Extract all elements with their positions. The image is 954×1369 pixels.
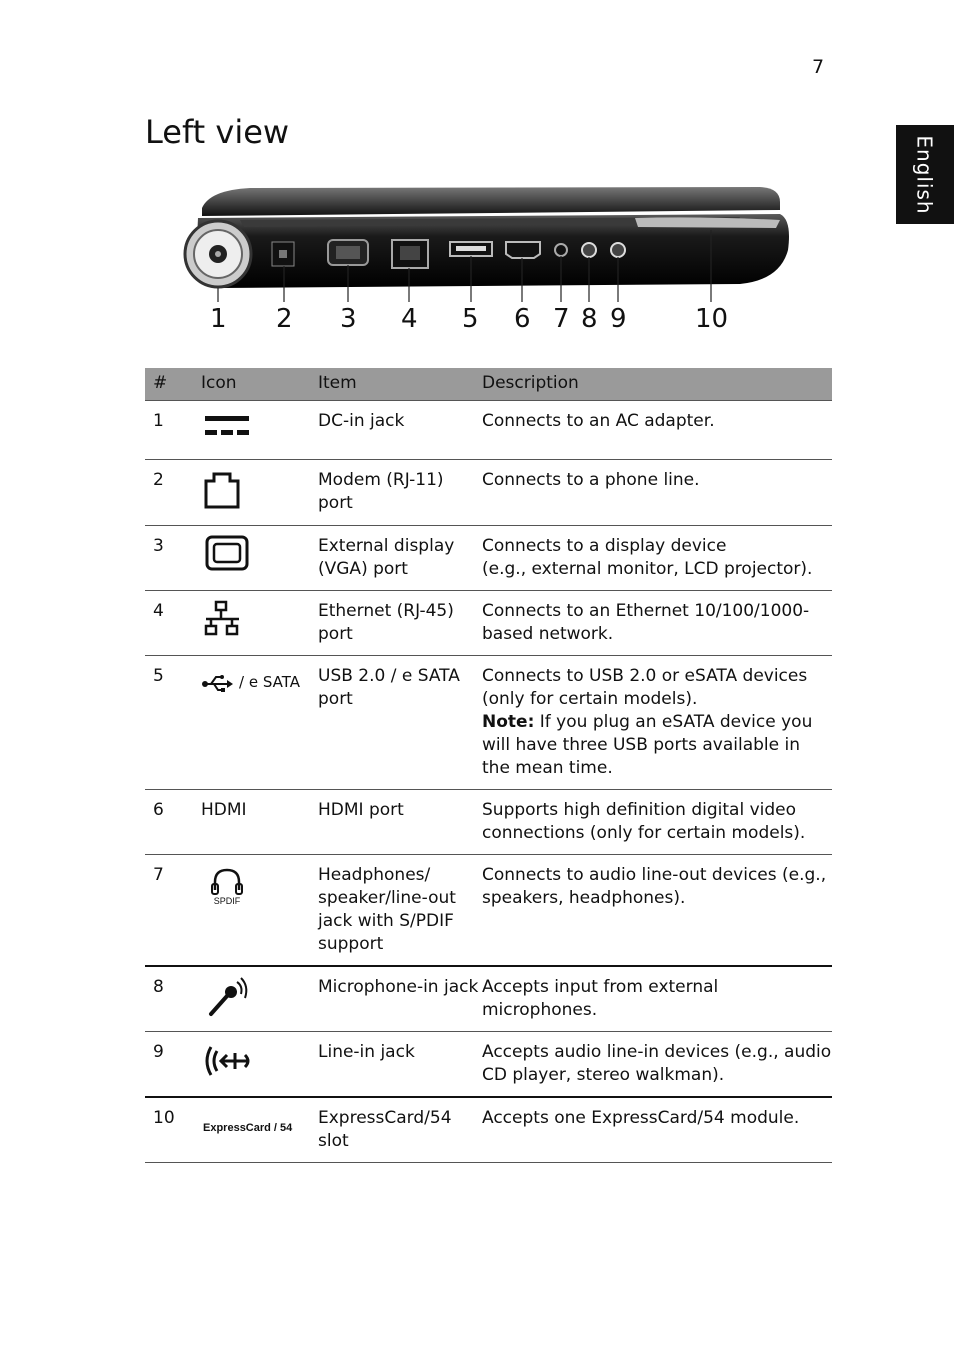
- row-item: Line-in jack: [318, 1032, 482, 1098]
- table-header-row: [145, 368, 832, 401]
- table-row: [145, 966, 832, 1032]
- microphone-icon: [201, 976, 251, 1020]
- row-item: Headphones/ speaker/line-out jack with S/PDIF support: [318, 855, 482, 967]
- row-num: 7: [145, 855, 201, 967]
- callout-2: 2: [276, 304, 293, 334]
- hdmi-label: HDMI: [201, 800, 247, 820]
- row-num: 3: [145, 526, 201, 591]
- header-description: Description: [482, 368, 832, 401]
- laptop-left-view-illustration: [140, 180, 820, 340]
- header-icon: Icon: [201, 368, 318, 401]
- row-num: 8: [145, 966, 201, 1032]
- row-item: External display (VGA) port: [318, 526, 482, 591]
- row-description: Connects to an Ethernet 10/100/1000-based network.: [482, 591, 832, 656]
- table-row: [145, 1032, 832, 1098]
- row-description: Connects to USB 2.0 or eSATA devices (only for certain models).: [482, 666, 808, 709]
- table-row: [145, 790, 832, 855]
- modem-icon: [201, 469, 245, 511]
- row-description: Connects to a display device: [482, 536, 727, 556]
- callout-10: 10: [695, 304, 729, 334]
- row-description: Accepts one ExpressCard/54 module.: [482, 1097, 832, 1163]
- row-description: Connects to audio line-out devices (e.g., speakers, headphones).: [482, 855, 832, 967]
- expresscard-label: ExpressCard / 54: [203, 1122, 293, 1134]
- headphones-icon: [201, 864, 251, 908]
- callout-1: 1: [210, 304, 227, 334]
- page-number: 7: [812, 56, 825, 78]
- row-num: 1: [145, 401, 201, 460]
- line-in-icon: [201, 1041, 255, 1081]
- row-num: 2: [145, 460, 201, 526]
- row-item: Microphone-in jack: [318, 966, 482, 1032]
- row-description: Supports high definition digital video connections (only for certain models).: [482, 790, 832, 855]
- usb-icon: [201, 672, 235, 694]
- row-item: Ethernet (RJ-45) port: [318, 591, 482, 656]
- table-row: [145, 855, 832, 967]
- header-num: #: [145, 368, 201, 401]
- row-description: Accepts input from external microphones.: [482, 966, 832, 1032]
- callout-8: 8: [581, 304, 598, 334]
- note-text: If you plug an eSATA device you will have three USB ports available in the mean time.: [482, 712, 813, 778]
- note-label: Note:: [482, 712, 535, 732]
- ethernet-icon: [201, 600, 247, 638]
- callout-6: 6: [514, 304, 531, 334]
- page-title: Left view: [145, 113, 290, 151]
- vga-icon: [201, 535, 251, 571]
- row-description: Connects to an AC adapter.: [482, 401, 832, 460]
- row-item: HDMI port: [318, 790, 482, 855]
- row-item: ExpressCard/54 slot: [318, 1097, 482, 1163]
- callout-9: 9: [610, 304, 627, 334]
- row-description-detail: (e.g., external monitor, LCD projector).: [482, 559, 813, 579]
- callout-7: 7: [553, 304, 570, 334]
- row-num: 9: [145, 1032, 201, 1098]
- callout-4: 4: [401, 304, 418, 334]
- row-item: DC-in jack: [318, 401, 482, 460]
- row-item: Modem (RJ-11) port: [318, 460, 482, 526]
- row-num: 5: [145, 656, 201, 790]
- language-tab: [896, 125, 954, 224]
- language-tab-label: English: [913, 134, 937, 215]
- row-num: 4: [145, 591, 201, 656]
- table-row: [145, 401, 832, 460]
- dc-in-icon: [201, 410, 251, 444]
- header-item: Item: [318, 368, 482, 401]
- row-description: Connects to a phone line.: [482, 460, 832, 526]
- callout-3: 3: [340, 304, 357, 334]
- table-row: [145, 656, 832, 790]
- spdif-label: SPDIF: [213, 896, 241, 906]
- callout-5: 5: [462, 304, 479, 334]
- ports-table: [145, 368, 832, 1163]
- esata-label: / e SATA: [239, 673, 300, 691]
- table-row: [145, 460, 832, 526]
- table-row: [145, 591, 832, 656]
- table-row: [145, 1097, 832, 1163]
- row-num: 6: [145, 790, 201, 855]
- row-item: USB 2.0 / e SATA port: [318, 656, 482, 790]
- row-description: Accepts audio line-in devices (e.g., audio CD player, stereo walkman).: [482, 1032, 832, 1098]
- row-num: 10: [145, 1097, 201, 1163]
- table-row: [145, 526, 832, 591]
